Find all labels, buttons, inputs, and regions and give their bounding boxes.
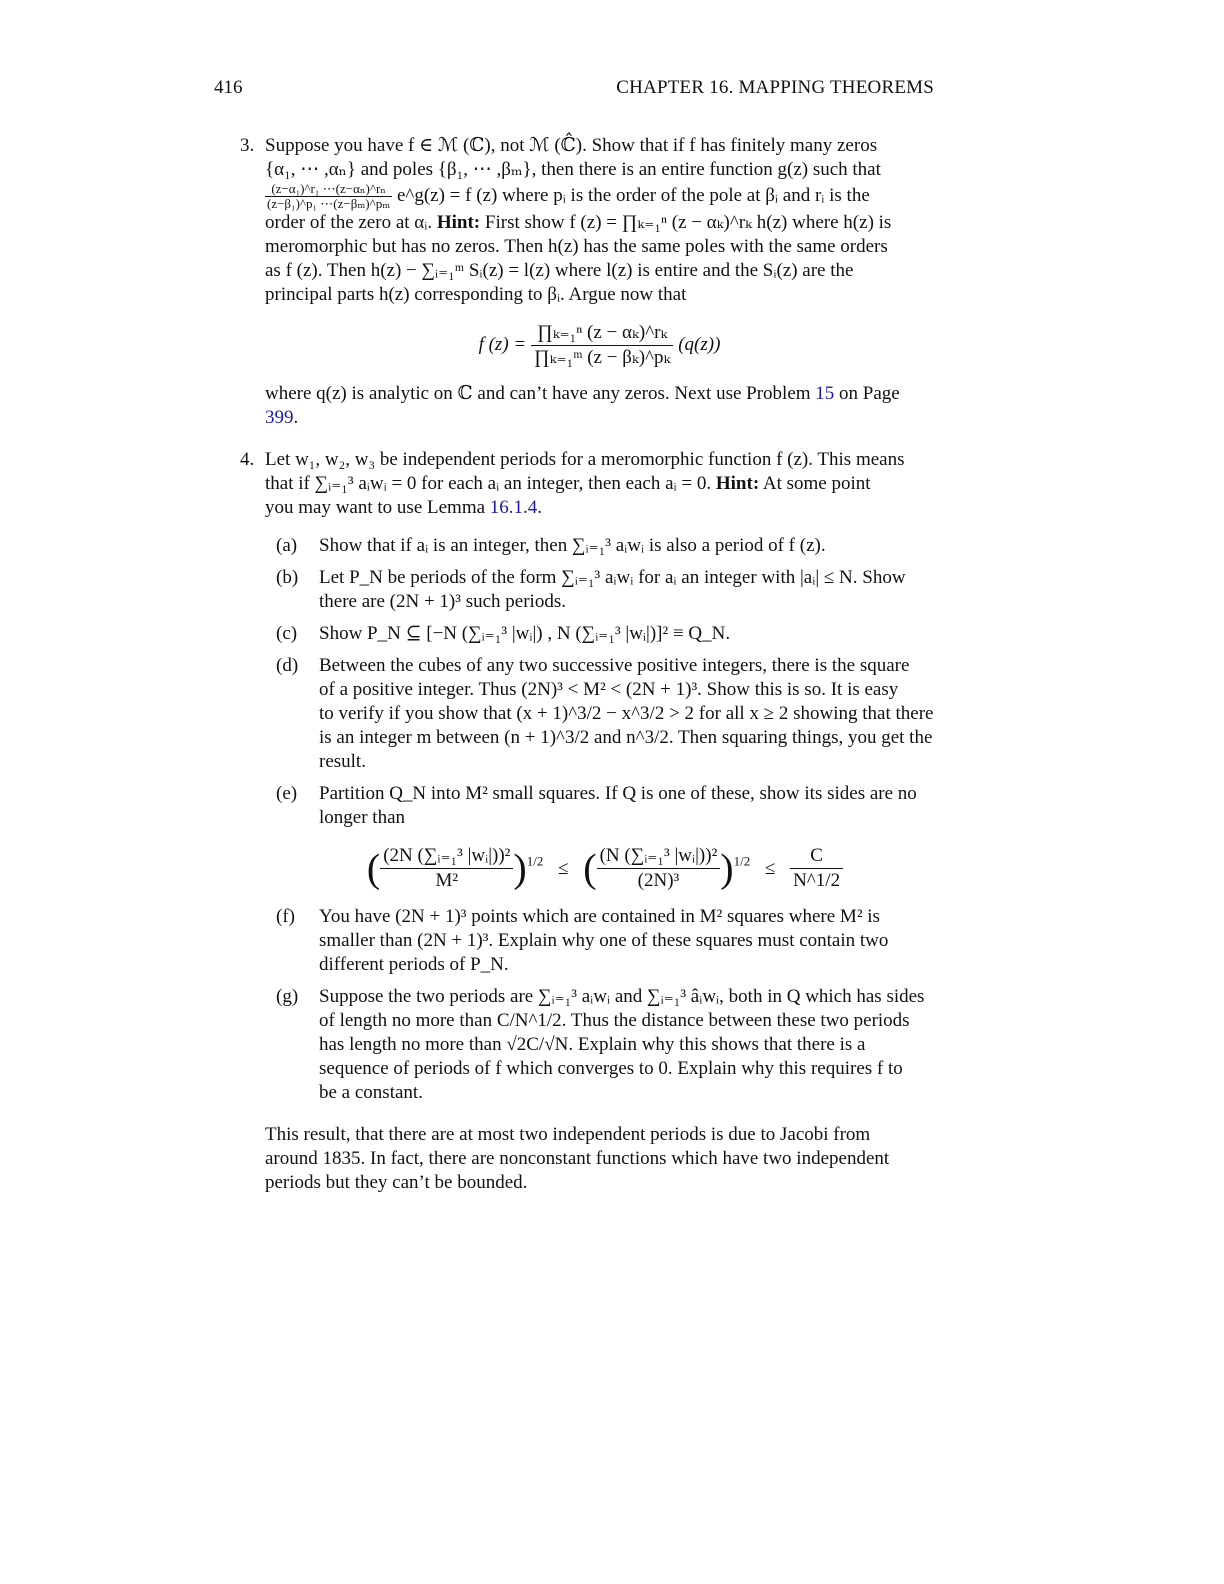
running-head: CHAPTER 16. MAPPING THEOREMS	[616, 77, 934, 98]
subpart-list	[265, 534, 934, 1105]
problem-3-line-7: principal parts h(z) corresponding to βᵢ. Argue now that	[265, 284, 687, 305]
problem-4-line-3	[265, 496, 934, 520]
subpart-text: Show P_N ⊆ [−N (∑ᵢ₌₁³ |wᵢ|) , N (∑ᵢ₌₁³ |wᵢ|)]² ≡ Q_N.	[319, 623, 731, 644]
hint-label: Hint:	[715, 473, 760, 494]
problem-4-line-2	[265, 472, 934, 496]
hint-label: Hint:	[436, 212, 481, 233]
closing-paragraph	[265, 1123, 934, 1195]
fraction-numerator: C	[810, 845, 823, 866]
subpart-line: to verify if you show that (x + 1)^3/2 − x^3/2 > 2 for all x ≥ 2 showing that there	[319, 703, 934, 724]
problem-3-line-2: {α₁, ⋯ ,αₙ} and poles {β₁, ⋯ ,βₘ}, then there is an entire function g(z) such that	[265, 159, 881, 180]
subpart-line: Between the cubes of any two successive positive integers, there is the square	[319, 655, 910, 676]
fraction-numerator: (2N (∑ᵢ₌₁³ |wᵢ|))²	[383, 845, 511, 866]
problem-3-line-5: meromorphic but has no zeros. Then h(z) has the same poles with the same orders	[265, 236, 888, 257]
subpart-label: (g)	[276, 986, 299, 1007]
subpart-c	[276, 622, 934, 646]
problem-link[interactable]: 15	[815, 383, 835, 404]
fraction-numerator: ∏ₖ₌₁ⁿ (z − αₖ)^rₖ	[537, 322, 668, 343]
equation-lhs: f (z) =	[478, 333, 527, 355]
page-header	[214, 76, 934, 102]
subpart-line: sequence of periods of f which converges to 0. Explain why this requires f to	[319, 1058, 903, 1079]
right-paren: )	[513, 845, 527, 891]
fraction-denominator: (2N)³	[597, 868, 721, 893]
subpart-f	[276, 905, 934, 977]
problem-3-line-6: as f (z). Then h(z) − ∑ᵢ₌₁ᵐ Sᵢ(z) = l(z) where l(z) is entire and the Sᵢ(z) are the	[265, 260, 854, 281]
text-span: order of the zero at αᵢ.	[265, 212, 437, 233]
subpart-line: different periods of P_N.	[319, 954, 509, 975]
text-span: .	[293, 407, 299, 428]
left-paren: (	[583, 845, 597, 891]
closing-line: around 1835. In fact, there are nonconstant functions which have two independent	[265, 1148, 890, 1169]
inequality-fraction-2	[597, 844, 721, 893]
subpart-line: result.	[319, 751, 366, 772]
subpart-line: there are (2N + 1)³ such periods.	[319, 591, 566, 612]
text-span: At some point	[759, 473, 871, 494]
left-paren: (	[366, 845, 381, 891]
problem-3-line-4	[265, 211, 934, 235]
text-span: .	[537, 497, 543, 518]
subpart-line: Let P_N be periods of the form ∑ᵢ₌₁³ aᵢwᵢ for aᵢ an integer with |aᵢ| ≤ N. Show	[319, 567, 906, 588]
inequality-fraction-1	[380, 844, 513, 893]
subpart-text: Show that if aᵢ is an integer, then ∑ᵢ₌₁³ aᵢwᵢ is also a period of f (z).	[319, 535, 826, 556]
text-span: First show f (z) = ∏ₖ₌₁ⁿ (z − αₖ)^rₖ h(z) where h(z) is	[480, 212, 892, 233]
right-paren: )	[720, 845, 734, 891]
text-span: where q(z) is analytic on ℂ and can’t have any zeros. Next use Problem	[265, 383, 816, 404]
subpart-label: (a)	[276, 535, 298, 556]
subpart-b	[276, 566, 934, 614]
subpart-line: of a positive integer. Thus (2N)³ < M² < (2N + 1)³. Show this is so. It is easy	[319, 679, 899, 700]
fraction-denominator: ∏ₖ₌₁ᵐ (z − βₖ)^pₖ	[531, 345, 674, 370]
subpart-label: (d)	[276, 655, 299, 676]
exponent: 1/2	[526, 853, 544, 869]
problem-number: 4.	[240, 449, 255, 470]
exponent: 1/2	[733, 853, 751, 869]
problem-3-line-3	[265, 182, 934, 211]
subpart-g	[276, 985, 934, 1105]
closing-line: periods but they can’t be bounded.	[265, 1172, 528, 1193]
problem-3-line-3-text: e^g(z) = f (z) where pᵢ is the order of the pole at βᵢ and rᵢ is the	[396, 184, 870, 206]
display-inequality	[276, 844, 934, 893]
subpart-line: Suppose the two periods are ∑ᵢ₌₁³ aᵢwᵢ and ∑ᵢ₌₁³ âᵢwᵢ, both in Q which has sides	[319, 986, 925, 1007]
subpart-label: (b)	[276, 567, 299, 588]
page-body	[240, 134, 934, 1195]
closing-line: This result, that there are at most two independent periods is due to Jacobi from	[265, 1124, 871, 1145]
leq-sign: ≤	[558, 857, 569, 879]
problem-3-line-8	[265, 382, 934, 406]
page-link[interactable]: 399	[265, 407, 294, 428]
fraction-denominator: N^1/2	[790, 868, 843, 893]
fraction-numerator: (z−α₁)^r₁ ⋯(z−αₙ)^rₙ	[271, 181, 386, 196]
inline-fraction	[265, 182, 392, 211]
subpart-line: has length no more than √2C/√N. Explain why this shows that there is a	[319, 1034, 866, 1055]
subpart-e	[276, 782, 934, 893]
fraction-denominator: M²	[380, 868, 513, 893]
text-span: that if ∑ᵢ₌₁³ aᵢwᵢ = 0 for each aᵢ an integer, then each aᵢ = 0.	[265, 473, 716, 494]
subpart-line: longer than	[319, 807, 406, 828]
fraction-numerator: (N (∑ᵢ₌₁³ |wᵢ|))²	[599, 845, 718, 866]
page-number: 416	[214, 77, 243, 98]
problem-3-line-1: Suppose you have f ∈ ℳ (ℂ), not ℳ (ℂ̂). Show that if f has finitely many zeros	[265, 135, 878, 156]
display-equation	[265, 321, 934, 370]
subpart-line: be a constant.	[319, 1082, 423, 1103]
problem-3	[240, 134, 934, 430]
subpart-line: You have (2N + 1)³ points which are contained in M² squares where M² is	[319, 906, 880, 927]
subpart-d	[276, 654, 934, 774]
subpart-label: (f)	[276, 906, 295, 927]
problem-4	[240, 448, 934, 1105]
subpart-line: is an integer m between (n + 1)^3/2 and n^3/2. Then squaring things, you get the	[319, 727, 933, 748]
text-span: you may want to use Lemma	[265, 497, 490, 518]
subpart-a	[276, 534, 934, 558]
subpart-line: Partition Q_N into M² small squares. If Q is one of these, show its sides are no	[319, 783, 917, 804]
lemma-link[interactable]: 16.1.4	[489, 497, 538, 518]
equation-rhs: (q(z))	[678, 333, 721, 355]
problem-4-line-1: Let w₁, w₂, w₃ be independent periods for a meromorphic function f (z). This means	[265, 449, 905, 470]
problem-number: 3.	[240, 135, 255, 156]
subpart-line: of length no more than C/N^1/2. Thus the distance between these two periods	[319, 1010, 910, 1031]
subpart-label: (c)	[276, 623, 298, 644]
inequality-fraction-3	[790, 844, 843, 893]
leq-sign: ≤	[764, 857, 776, 879]
problem-3-line-9	[265, 406, 934, 430]
text-span: on Page	[834, 383, 900, 404]
subpart-line: smaller than (2N + 1)³. Explain why one of these squares must contain two	[319, 930, 889, 951]
equation-fraction	[531, 321, 674, 370]
fraction-denominator: (z−β₁)^p₁ ⋯(z−βₘ)^pₘ	[267, 196, 391, 211]
subpart-label: (e)	[276, 783, 298, 804]
